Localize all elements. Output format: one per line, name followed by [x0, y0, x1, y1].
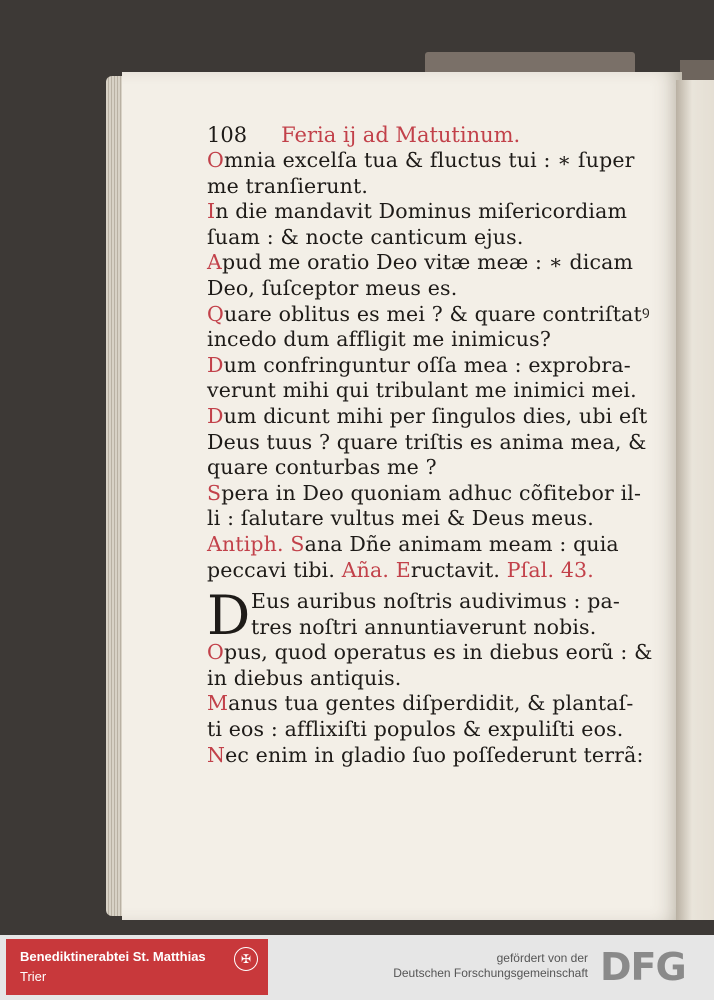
- institution-name: Benediktinerabtei St. Matthias: [20, 949, 206, 964]
- verse-text: anus tua gentes diſperdidit, & plantaſ-: [228, 691, 634, 716]
- verse-initial: S: [207, 480, 222, 505]
- verse-line: [207, 743, 669, 769]
- verse-text: ec enim in gladio ſuo poſſederunt terrã:: [225, 742, 644, 767]
- verse-line: [207, 506, 669, 532]
- verse-line: [207, 302, 669, 328]
- verse-line: [207, 404, 669, 430]
- verse-group-1: [207, 148, 669, 532]
- dfg-logo[interactable]: DFG: [600, 945, 686, 989]
- verse-initial: O: [207, 148, 224, 172]
- verse-line: [207, 666, 669, 692]
- verse-initial: A: [207, 250, 222, 275]
- verse-line: [207, 481, 669, 507]
- verse-initial: Q: [207, 301, 224, 326]
- verse-text: n die mandavit Dominus miſericordiam: [215, 199, 628, 224]
- verse-initial: I: [207, 199, 216, 224]
- verse-line: [207, 148, 669, 174]
- funding-line-1: gefördert von der: [496, 951, 588, 965]
- antiphon-line-2: [207, 558, 669, 584]
- page-number: 108: [207, 123, 248, 147]
- verse-text: quare conturbas me ?: [207, 455, 437, 480]
- header-title: Feria ij ad Matutinum.: [281, 123, 521, 147]
- verse-group-2: [207, 640, 669, 768]
- drop-cap: D: [207, 584, 251, 648]
- institution-city: Trier: [20, 969, 47, 984]
- antiphon-initial: S: [290, 531, 305, 556]
- verse-text: mnia excelſa tua & fluctus tui : ∗ ſuper: [223, 148, 635, 172]
- verse-line: [207, 225, 669, 251]
- verse-line: [207, 640, 669, 666]
- verse-line: [207, 430, 669, 456]
- running-header: [207, 122, 520, 148]
- verse-line: [207, 353, 669, 379]
- verse-text: in diebus antiquis.: [207, 665, 402, 690]
- verse-text: incedo dum affligit me inimicus?: [207, 327, 551, 352]
- verse-line: [207, 276, 669, 302]
- verse-text: ſuam : & nocte canticum ejus.: [207, 224, 524, 249]
- verse-text: pera in Deo quoniam adhuc cõfitebor il-: [221, 480, 642, 505]
- verse-initial: O: [207, 640, 224, 665]
- verse-text: pus, quod operatus es in diebus eorũ : &: [223, 640, 653, 665]
- psalm-open-line-2: tres noſtri annuntiaverunt nobis.: [251, 614, 597, 639]
- psalm-opening: [207, 584, 669, 648]
- antiphon-initial-2: E: [395, 557, 411, 582]
- antiphon-text-1: ana Dñe animam meam : quia: [304, 531, 619, 556]
- verse-text: ti eos : afflixiſti populos & expuliſti eos.: [207, 717, 624, 742]
- verse-text: pud me oratio Deo vitæ meæ : ∗ dicam: [221, 250, 634, 275]
- institution-box[interactable]: [6, 939, 268, 995]
- verse-text: verunt mihi qui tribulant me inimici mei.: [207, 378, 637, 403]
- verse-text: me tranſierunt.: [207, 173, 369, 198]
- verse-initial: D: [207, 352, 224, 377]
- antiphon-label: Antiph.: [207, 531, 284, 556]
- verse-line: [207, 250, 669, 276]
- facing-page-edge: [676, 80, 714, 920]
- verse-line: [207, 378, 669, 404]
- abbey-emblem-icon: ✠: [234, 947, 258, 971]
- verse-line: [207, 327, 669, 353]
- antiphon-label-2: Aña.: [341, 557, 390, 582]
- verse-text: uare oblitus es mei ? & quare contriſtatꝰ: [223, 301, 650, 326]
- verse-line: [207, 199, 669, 225]
- antiphon-text-3: ructavit.: [410, 557, 501, 582]
- verse-text: Deo, ſuſceptor meus es.: [207, 275, 458, 300]
- verse-initial: M: [207, 691, 229, 716]
- verse-initial: N: [207, 742, 226, 767]
- psalm-open-line-1: Eus auribus noſtris audivimus : pa-: [251, 589, 620, 614]
- verse-text: li : ſalutare vultus mei & Deus meus.: [207, 506, 594, 531]
- verse-line: [207, 174, 669, 200]
- antiphon-line-1: [207, 532, 669, 558]
- antiphon-text-2: peccavi tibi.: [207, 557, 336, 582]
- funding-line-2: Deutschen Forschungsgemeinschaft: [393, 966, 588, 980]
- verse-line: [207, 717, 669, 743]
- footer-bar: [0, 935, 714, 1000]
- verse-text: um dicunt mihi per ſingulos dies, ubi eſt: [223, 403, 648, 428]
- verse-text: Deus tuus ? quare triſtis es anima mea, &: [207, 429, 647, 454]
- verse-text: um confringuntur oſſa mea : exprobra-: [223, 352, 631, 377]
- verse-initial: D: [207, 403, 224, 428]
- psalm-number: Pſal. 43.: [506, 557, 594, 582]
- verse-line: [207, 455, 669, 481]
- text-block: [207, 148, 669, 768]
- verse-line: [207, 691, 669, 717]
